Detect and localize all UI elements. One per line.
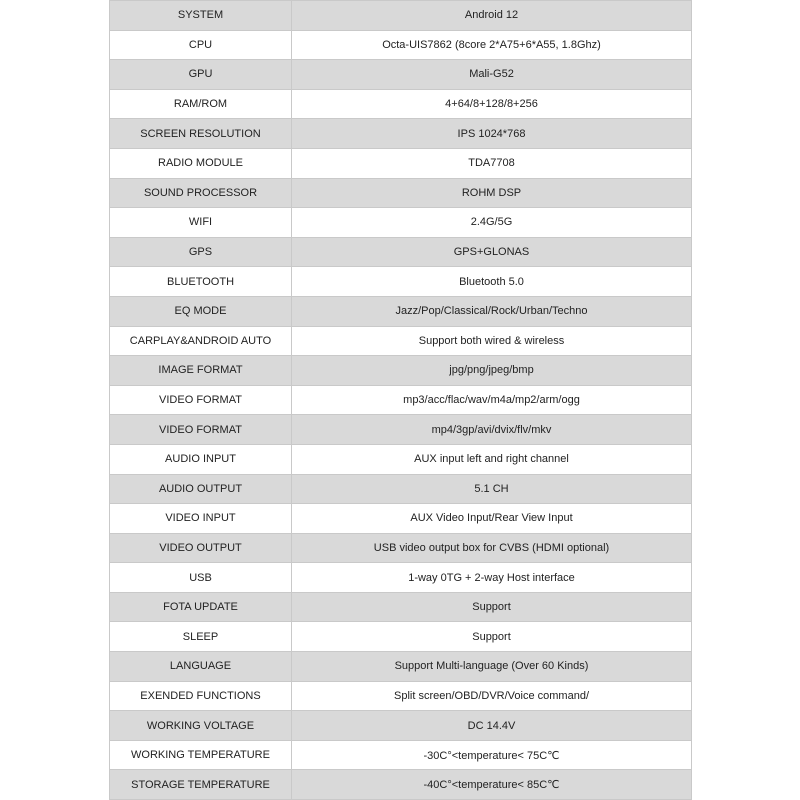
- spec-label: EXENDED FUNCTIONS: [110, 681, 292, 711]
- spec-value: AUX input left and right channel: [292, 444, 692, 474]
- spec-value: TDA7708: [292, 148, 692, 178]
- spec-label: WORKING VOLTAGE: [110, 711, 292, 741]
- spec-row: [110, 30, 692, 60]
- spec-value: Octa-UIS7862 (8core 2*A75+6*A55, 1.8Ghz): [292, 30, 692, 60]
- spec-label: SOUND PROCESSOR: [110, 178, 292, 208]
- spec-value: Split screen/OBD/DVR/Voice command/: [292, 681, 692, 711]
- spec-label: STORAGE TEMPERATURE: [110, 770, 292, 800]
- spec-row: [110, 356, 692, 386]
- spec-value: DC 14.4V: [292, 711, 692, 741]
- spec-row: [110, 474, 692, 504]
- spec-value: 5.1 CH: [292, 474, 692, 504]
- spec-row: [110, 415, 692, 445]
- spec-value: 2.4G/5G: [292, 208, 692, 238]
- spec-label: VIDEO OUTPUT: [110, 533, 292, 563]
- spec-row: [110, 740, 692, 770]
- spec-row: [110, 237, 692, 267]
- spec-row: [110, 1, 692, 31]
- spec-row: [110, 533, 692, 563]
- spec-label: EQ MODE: [110, 296, 292, 326]
- spec-row: [110, 296, 692, 326]
- spec-value: mp3/acc/flac/wav/m4a/mp2/arm/ogg: [292, 385, 692, 415]
- spec-label: SLEEP: [110, 622, 292, 652]
- spec-value: ROHM DSP: [292, 178, 692, 208]
- spec-label: VIDEO FORMAT: [110, 385, 292, 415]
- spec-value: USB video output box for CVBS (HDMI optional): [292, 533, 692, 563]
- spec-table: [109, 0, 692, 800]
- spec-label: AUDIO OUTPUT: [110, 474, 292, 504]
- spec-value: Support: [292, 622, 692, 652]
- spec-value: -40C°<temperature< 85C℃: [292, 770, 692, 800]
- spec-row: [110, 652, 692, 682]
- spec-row: [110, 178, 692, 208]
- spec-row: [110, 60, 692, 90]
- spec-row: [110, 119, 692, 149]
- spec-row: [110, 385, 692, 415]
- spec-row: [110, 770, 692, 800]
- spec-row: [110, 326, 692, 356]
- spec-label: AUDIO INPUT: [110, 444, 292, 474]
- spec-label: USB: [110, 563, 292, 593]
- spec-value: 1-way 0TG + 2-way Host interface: [292, 563, 692, 593]
- spec-value: 4+64/8+128/8+256: [292, 89, 692, 119]
- spec-value: Bluetooth 5.0: [292, 267, 692, 297]
- spec-row: [110, 711, 692, 741]
- spec-label: SYSTEM: [110, 1, 292, 31]
- spec-row: [110, 208, 692, 238]
- spec-value: Support both wired & wireless: [292, 326, 692, 356]
- spec-value: AUX Video Input/Rear View Input: [292, 504, 692, 534]
- spec-row: [110, 444, 692, 474]
- spec-label: RAM/ROM: [110, 89, 292, 119]
- spec-label: IMAGE FORMAT: [110, 356, 292, 386]
- spec-label: SCREEN RESOLUTION: [110, 119, 292, 149]
- spec-label: BLUETOOTH: [110, 267, 292, 297]
- spec-value: jpg/png/jpeg/bmp: [292, 356, 692, 386]
- spec-value: GPS+GLONAS: [292, 237, 692, 267]
- spec-label: VIDEO FORMAT: [110, 415, 292, 445]
- spec-value: Mali-G52: [292, 60, 692, 90]
- spec-table-body: [110, 1, 692, 800]
- spec-row: [110, 148, 692, 178]
- spec-label: LANGUAGE: [110, 652, 292, 682]
- spec-row: [110, 681, 692, 711]
- spec-label: GPS: [110, 237, 292, 267]
- spec-label: CPU: [110, 30, 292, 60]
- spec-row: [110, 89, 692, 119]
- spec-label: WORKING TEMPERATURE: [110, 740, 292, 770]
- spec-row: [110, 563, 692, 593]
- spec-row: [110, 592, 692, 622]
- spec-label: CARPLAY&ANDROID AUTO: [110, 326, 292, 356]
- spec-label: VIDEO INPUT: [110, 504, 292, 534]
- spec-value: -30C°<temperature< 75C℃: [292, 740, 692, 770]
- spec-value: mp4/3gp/avi/dvix/flv/mkv: [292, 415, 692, 445]
- spec-label: GPU: [110, 60, 292, 90]
- spec-row: [110, 504, 692, 534]
- spec-value: IPS 1024*768: [292, 119, 692, 149]
- spec-value: Jazz/Pop/Classical/Rock/Urban/Techno: [292, 296, 692, 326]
- spec-value: Android 12: [292, 1, 692, 31]
- spec-value: Support Multi-language (Over 60 Kinds): [292, 652, 692, 682]
- spec-label: WIFI: [110, 208, 292, 238]
- spec-label: RADIO MODULE: [110, 148, 292, 178]
- spec-value: Support: [292, 592, 692, 622]
- spec-label: FOTA UPDATE: [110, 592, 292, 622]
- spec-row: [110, 622, 692, 652]
- spec-row: [110, 267, 692, 297]
